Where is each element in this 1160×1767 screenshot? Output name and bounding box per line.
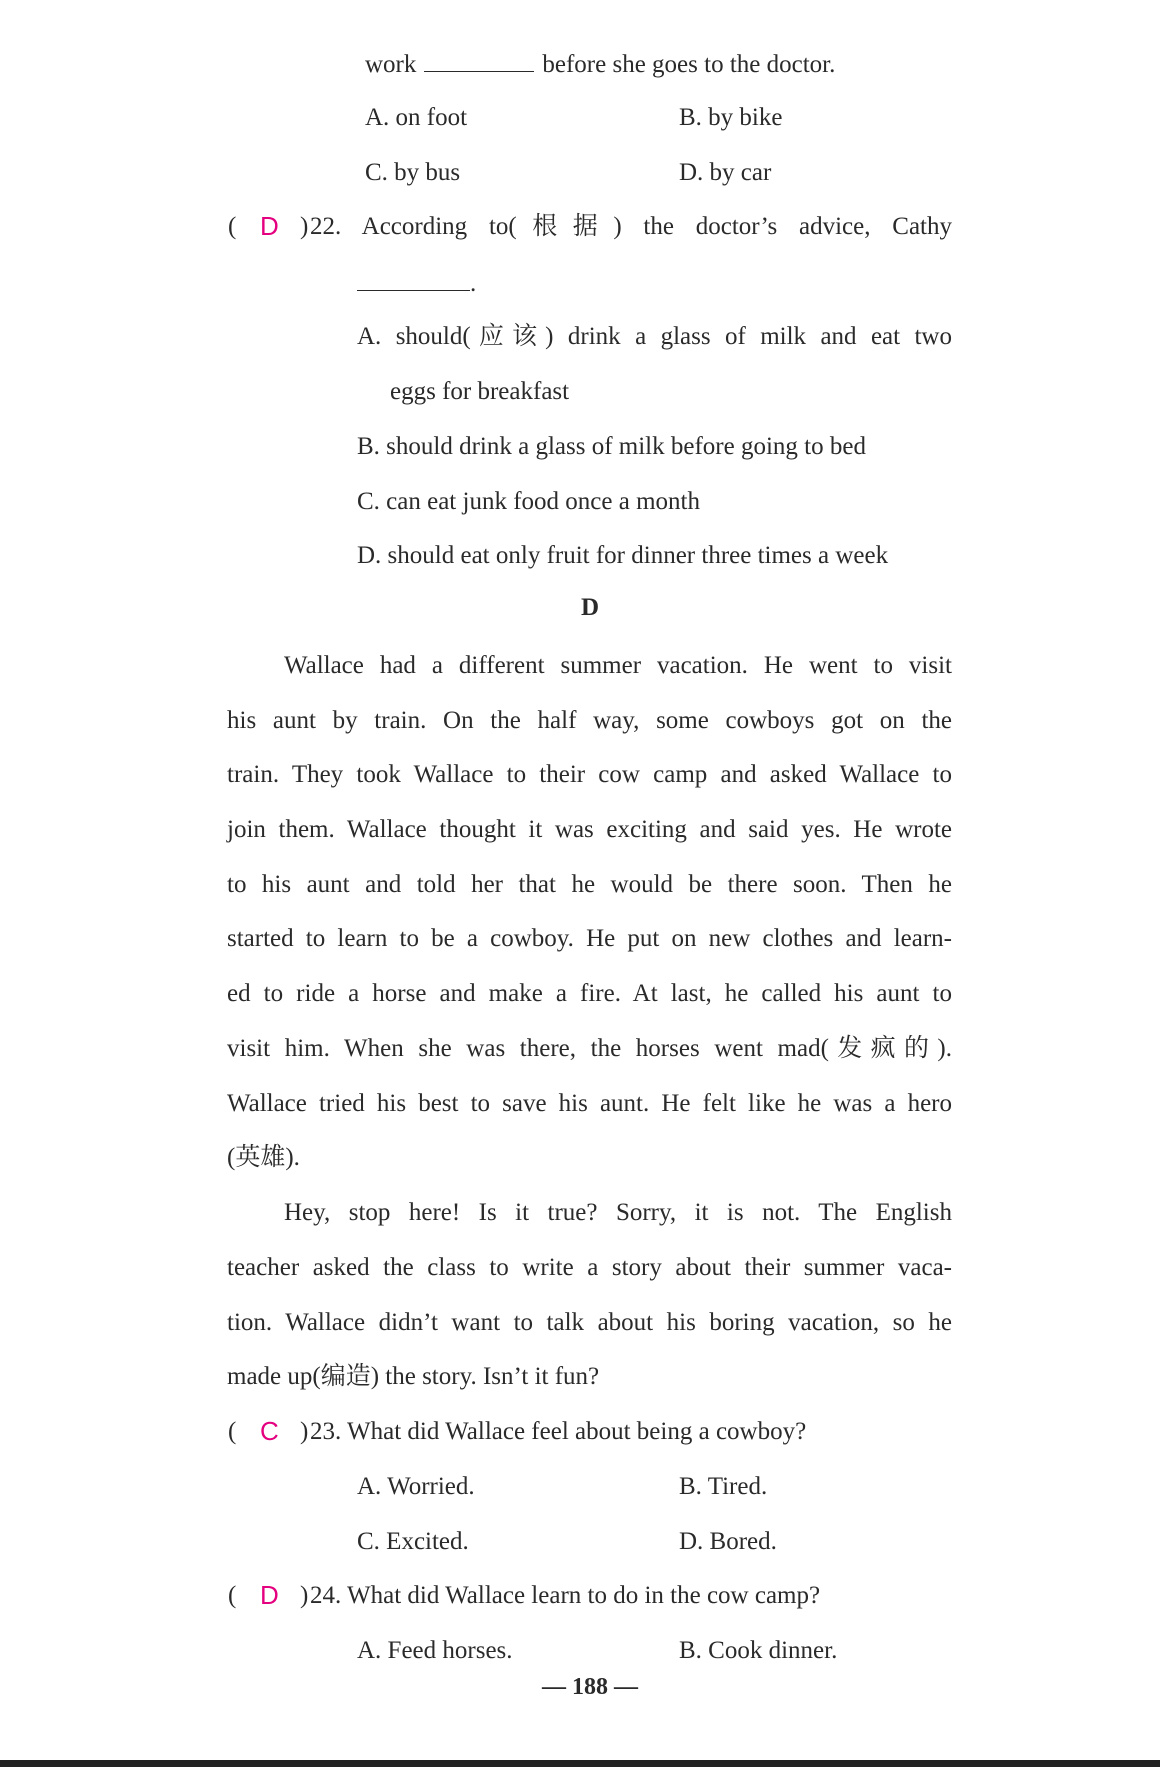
q24-option-a: A. Feed horses. bbox=[357, 1637, 513, 1664]
passage-line: his aunt by train. On the half way, some cowboys got on the bbox=[227, 707, 952, 734]
passage-line: (英雄). bbox=[227, 1144, 300, 1171]
passage-line: to his aunt and told her that he would be there soon. Then he bbox=[227, 871, 952, 898]
q21-option-b: B. by bike bbox=[679, 104, 783, 131]
q22-stem-period: . bbox=[470, 270, 477, 297]
answer-blank bbox=[357, 266, 470, 291]
q22-stem-line2 bbox=[357, 266, 476, 300]
passage-line: started to learn to be a cowboy. He put on new clothes and learn- bbox=[227, 925, 952, 952]
passage-line: teacher asked the class to write a story about their summer vaca- bbox=[227, 1254, 952, 1281]
q23-option-d: D. Bored. bbox=[679, 1528, 777, 1555]
q22-option-c: C. can eat junk food once a month bbox=[357, 488, 700, 515]
q22-option-b: B. should drink a glass of milk before going to bed bbox=[357, 433, 866, 460]
passage-line: join them. Wallace thought it was exciting and said yes. He wrote bbox=[227, 816, 952, 843]
passage-line: ed to ride a horse and make a fire. At last, he called his aunt to bbox=[227, 980, 952, 1007]
q22-answer: D bbox=[260, 211, 279, 241]
q21-option-c: C. by bus bbox=[365, 159, 461, 186]
q22-paren-close: ) bbox=[300, 213, 309, 240]
page-number: — 188 — bbox=[542, 1674, 638, 1700]
q24-answer: D bbox=[260, 1580, 279, 1610]
q23-paren-open: ( bbox=[228, 1418, 237, 1445]
q22-option-a-line2: eggs for breakfast bbox=[390, 378, 570, 405]
q24-option-b: B. Cook dinner. bbox=[679, 1637, 838, 1664]
q23-paren-close: ) bbox=[300, 1418, 309, 1445]
q24-stem: 24. What did Wallace learn to do in the cow camp? bbox=[310, 1582, 821, 1609]
q22-option-d: D. should eat only fruit for dinner three times a week bbox=[357, 542, 889, 569]
q23-option-b: B. Tired. bbox=[679, 1473, 768, 1500]
section-heading-d: D bbox=[580, 594, 600, 621]
passage-line: visit him. When she was there, the horses went mad(发疯的). bbox=[227, 1035, 952, 1062]
q21-stem-after: before she goes to the doctor. bbox=[542, 51, 836, 78]
q21-option-d: D. by car bbox=[679, 159, 772, 186]
q21-stem-before: work bbox=[365, 51, 417, 78]
answer-blank bbox=[424, 47, 534, 72]
q23-answer: C bbox=[260, 1416, 279, 1446]
q22-stem-line1: 22. According to(根据) the doctor’s advice, Cathy bbox=[310, 213, 952, 240]
q22-option-a-line1: A. should(应该) drink a glass of milk and eat two bbox=[357, 323, 952, 350]
q21-stem-tail bbox=[365, 47, 835, 81]
q24-paren-open: ( bbox=[228, 1582, 237, 1609]
passage-line: Hey, stop here! Is it true? Sorry, it is not. The English bbox=[284, 1199, 952, 1226]
passage-line: tion. Wallace didn’t want to talk about his boring vacation, so he bbox=[227, 1309, 952, 1336]
q23-option-c: C. Excited. bbox=[357, 1528, 469, 1555]
passage-line: made up(编造) the story. Isn’t it fun? bbox=[227, 1363, 600, 1390]
bottom-divider bbox=[0, 1760, 1160, 1767]
passage-line: Wallace had a different summer vacation. He went to visit bbox=[284, 652, 952, 679]
q23-stem: 23. What did Wallace feel about being a cowboy? bbox=[310, 1418, 807, 1445]
q23-option-a: A. Worried. bbox=[357, 1473, 475, 1500]
passage-line: Wallace tried his best to save his aunt. He felt like he was a hero bbox=[227, 1090, 952, 1117]
passage-line: train. They took Wallace to their cow camp and asked Wallace to bbox=[227, 761, 952, 788]
q24-paren-close: ) bbox=[300, 1582, 309, 1609]
q21-option-a: A. on foot bbox=[365, 104, 468, 131]
q22-paren-open: ( bbox=[228, 213, 237, 240]
